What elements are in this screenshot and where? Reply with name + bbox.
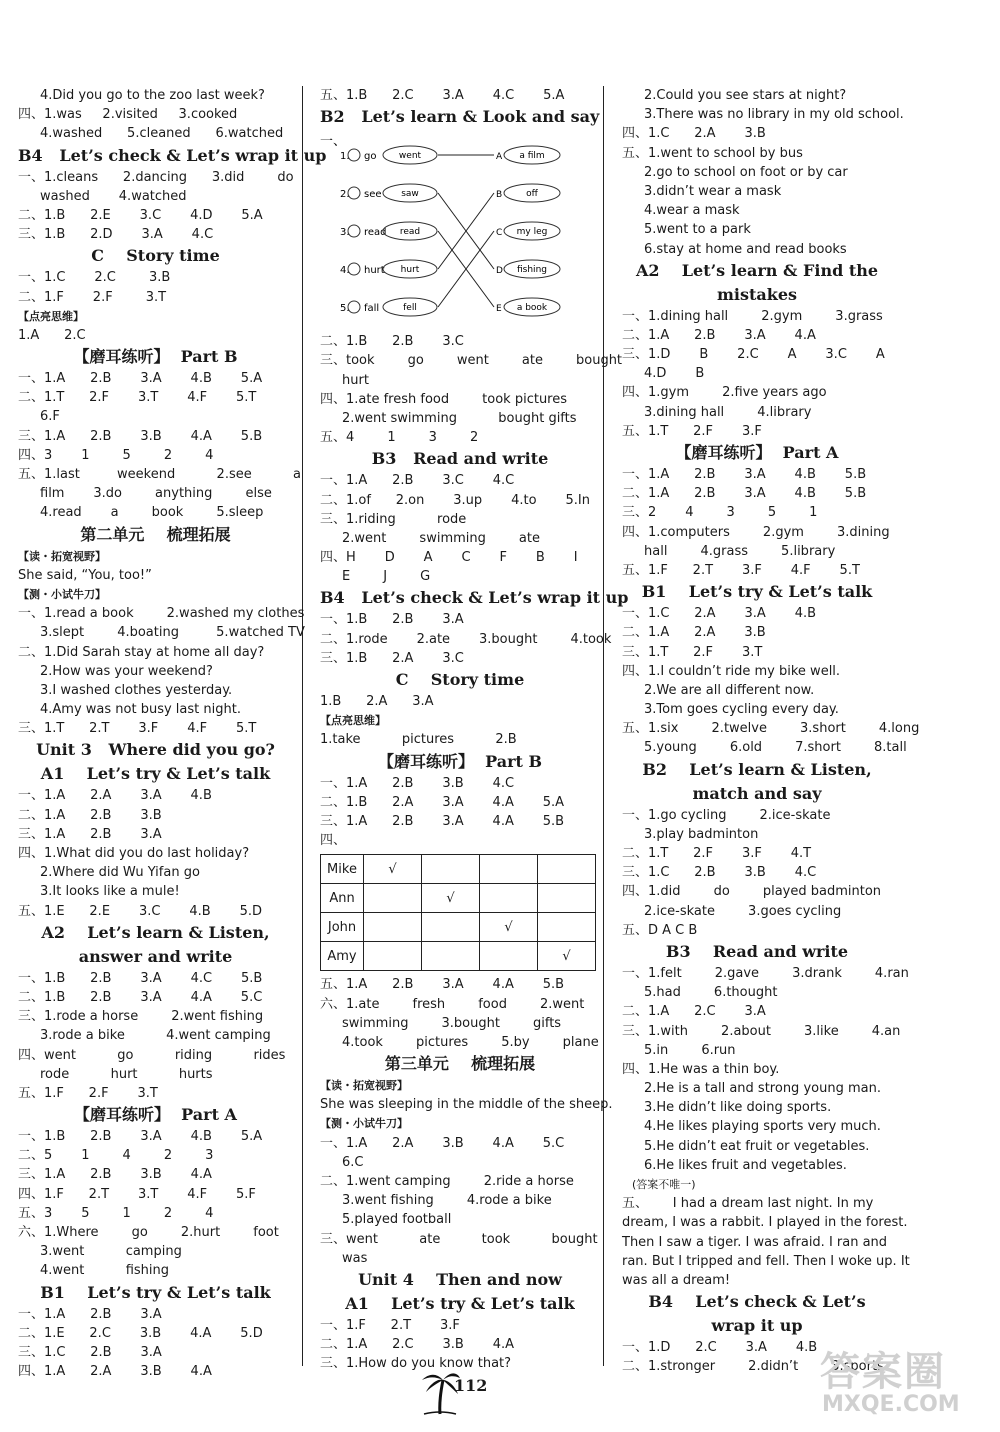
column-left	[18, 86, 327, 1380]
answer-line: 五、1.went to school by bus	[622, 145, 803, 161]
answer-line: 1.A 2.C	[18, 327, 86, 343]
answer-line: Then I saw a tiger. I was afraid. I ran and	[622, 1234, 888, 1250]
answer-line: was all a dream!	[622, 1272, 731, 1288]
question-label: 一、	[320, 134, 347, 150]
section-heading: mistakes	[716, 284, 798, 304]
answer-line: 二、1.of 2.on 3.up 4.to 5.In	[320, 492, 590, 508]
answer-line: 三、1.A 2.B 3.A	[18, 826, 162, 842]
grid-cell: √	[422, 884, 480, 913]
matching-diagram	[320, 131, 600, 326]
answer-line: 6.He likes fruit and vegetables.	[644, 1157, 847, 1173]
answer-line: hall 4.grass 5.library	[644, 543, 836, 559]
column-divider-1	[302, 86, 303, 1366]
answer-line: 二、1.A 2.B 3.B	[18, 807, 162, 823]
answer-line: 2.How was your weekend?	[40, 663, 213, 679]
column-right	[622, 86, 920, 1375]
child-face-icon	[348, 149, 360, 161]
grid-cell	[422, 855, 480, 884]
answer-line: 二、1.A 2.C 3.A	[622, 1004, 766, 1020]
answer-line: 二、1.A 2.A 3.B	[622, 625, 766, 641]
answer-line: 二、1.F 2.F 3.T	[18, 289, 167, 305]
section-heading: wrap it up	[711, 1316, 803, 1336]
answer-line: 4.went fishing	[40, 1263, 169, 1279]
subsection-label: 【测・小试牛刀】	[320, 1117, 408, 1131]
answer-line: 五、1.E 2.E 3.C 4.B 5.D	[18, 903, 263, 919]
answer-line: 三、took go went ate bought	[320, 353, 623, 369]
answer-line: 2.went swimming bought gifts	[342, 410, 577, 426]
section-heading: 第二单元 梳理拓展	[80, 524, 231, 544]
section-heading: B4 Let’s check & Let’s wrap it up	[320, 588, 629, 608]
answer-line: 2.We are all different now.	[644, 682, 815, 698]
answer-line: 四、1.computers 2.gym 3.dining	[622, 524, 890, 540]
column-middle	[320, 86, 629, 1372]
answer-line: 二、1.T 2.F 3.F 4.T	[622, 846, 812, 861]
answer-line: 2.He is a tall and strong young man.	[644, 1081, 881, 1097]
answer-line: 二、1.A 2.C 3.B 4.A	[320, 1337, 515, 1353]
answer-line: 3.Tom goes cycling every day.	[644, 702, 839, 718]
answer-line: 二、1.went camping 2.ride a horse	[320, 1174, 574, 1189]
answer-line: 4.wear a mask	[644, 203, 740, 219]
answer-line: 2.Where did Wu Yifan go	[40, 865, 200, 881]
grid-cell	[538, 913, 596, 942]
answer-line: 6.stay at home and read books	[644, 241, 847, 257]
answer-line: 3.went camping	[40, 1244, 182, 1260]
subsection-label: 【测・小试牛刀】	[18, 587, 106, 601]
answer-line: 三、2 4 3 5 1	[622, 505, 818, 521]
subsection-label: 【点亮思维】	[320, 714, 386, 728]
row-number: 5.	[340, 303, 350, 315]
page-number: 112	[454, 1376, 488, 1395]
verb-word: fall	[364, 303, 380, 315]
answer-line: 四、H D A C F B I	[320, 550, 578, 566]
answer-line: 一、1.dining hall 2.gym 3.grass	[622, 308, 883, 324]
answer-line: 一、1.C 2.C 3.B	[18, 270, 171, 286]
answer-line: 一、1.cleans 2.dancing 3.did do	[18, 169, 294, 185]
answer-line: 5.had 6.thought	[644, 985, 778, 1001]
answer-line: 四、1.C 2.A 3.B	[622, 126, 766, 142]
answer-line: 三、1.C 2.B 3.B 4.C	[622, 865, 817, 881]
object-phrase: fishing	[517, 265, 547, 276]
answer-line: 3.It looks like a mule!	[40, 884, 180, 900]
answer-line: 四、1.was 2.visited 3.cooked	[18, 107, 238, 123]
row-number: 3.	[340, 227, 350, 239]
grid-cell	[538, 855, 596, 884]
section-heading: C Story time	[395, 670, 525, 689]
answer-line: 二、1.T 2.F 3.T 4.F 5.T	[18, 390, 257, 406]
section-heading: B3 Read and write	[371, 449, 549, 469]
answer-line: 一、1.go cycling 2.ice-skate	[622, 807, 831, 823]
grid-cell	[422, 942, 480, 971]
past-tense-word: saw	[401, 189, 419, 200]
answer-line: E J G	[342, 569, 431, 585]
option-letter: C	[496, 228, 503, 239]
answer-line: 四、	[320, 833, 347, 849]
child-face-icon	[348, 263, 360, 275]
option-letter: B	[496, 190, 503, 201]
section-heading: A1 Let’s try & Let’s talk	[40, 764, 271, 784]
answer-note: (答案不唯一)	[632, 1178, 696, 1191]
answer-line: 三、1.riding rode	[320, 511, 467, 527]
answer-line: 一、1.A 2.B 3.A	[18, 1306, 162, 1322]
answer-line: washed 4.watched	[40, 188, 187, 204]
answer-line: 三、1.C 2.B 3.A	[18, 1344, 162, 1360]
answer-line: 5.played football	[342, 1212, 452, 1228]
answer-line: 五、1.six 2.twelve 3.short 4.long	[622, 721, 920, 737]
answer-line: dream, I was a rabbit. I played in the forest.	[622, 1215, 908, 1231]
grid-cell	[480, 942, 538, 971]
answer-line: 5.He didn’t eat fruit or vegetables.	[644, 1138, 870, 1154]
past-tense-word: read	[399, 227, 421, 238]
option-letter: A	[496, 152, 503, 163]
grid-cell	[364, 884, 422, 913]
answer-line: 一、1.felt 2.gave 3.drank 4.ran	[622, 965, 909, 981]
answer-line: 3.I washed clothes yesterday.	[40, 682, 233, 698]
section-heading: A2 Let’s learn & Listen,	[41, 922, 270, 942]
grid-name: Amy	[321, 942, 364, 971]
grid-cell: √	[480, 913, 538, 942]
answer-line: 3.play badminton	[644, 826, 759, 842]
answer-line: 五、 I had a dream last night. In my	[622, 1196, 874, 1212]
answer-line: She was sleeping in the middle of the sheep.	[320, 1097, 613, 1113]
section-heading: Unit 3 Where did you go?	[36, 740, 275, 760]
verb-word: hurt	[364, 265, 385, 277]
answer-line: rode hurt hurts	[40, 1066, 213, 1082]
answer-line: 三、1.A 2.B 3.A 4.A 5.B	[320, 813, 565, 829]
answer-line: 4.washed 5.cleaned 6.watched	[40, 126, 284, 142]
answer-line: 4.He likes playing sports very much.	[644, 1119, 881, 1135]
answer-line: 三、went ate took bought	[320, 1231, 598, 1247]
grid-name: John	[321, 913, 364, 942]
answer-line: 六、1.Where go 2.hurt foot	[18, 1225, 279, 1240]
answer-line: 6.C	[342, 1154, 364, 1170]
answer-line: 五、1.B 2.C 3.A 4.C 5.A	[320, 88, 565, 103]
answer-line: 二、1.rode 2.ate 3.bought 4.took	[320, 631, 612, 647]
answer-line: was	[342, 1250, 368, 1266]
answer-line: 2.Could you see stars at night?	[644, 88, 847, 103]
answer-line: 一、1.C 2.A 3.A 4.B	[622, 606, 817, 622]
section-heading: A2 Let’s learn & Find the	[635, 260, 879, 280]
answer-line: 5.went to a park	[644, 222, 751, 238]
child-face-icon	[348, 225, 360, 237]
answer-line: 五、1.F 2.T 3.F 4.F 5.T	[622, 562, 860, 578]
section-heading: B3 Read and write	[665, 941, 849, 961]
answer-line: ran. But I tripped and fell. Then I woke up. It	[622, 1253, 910, 1269]
row-number: 1.	[340, 151, 350, 163]
answer-line: 二、1.B 2.B 3.A 4.A 5.C	[18, 989, 263, 1005]
answer-line: 三、1.T 2.F 3.T	[622, 644, 763, 660]
answer-line: 一、1.A 2.B 3.B 4.C	[320, 775, 515, 791]
child-face-icon	[348, 187, 360, 199]
answer-line: 三、1.B 2.D 3.A 4.C	[18, 227, 214, 243]
grid-cell: √	[538, 942, 596, 971]
grid-name: Ann	[321, 884, 364, 913]
object-phrase: a film	[519, 151, 545, 162]
answer-line: 二、1.A 2.B 3.A 4.B 5.B	[622, 486, 867, 502]
grid-cell: √	[364, 855, 422, 884]
column-divider-2	[603, 86, 604, 1366]
section-heading: B4 Let’s check & Let’s wrap it up	[18, 145, 327, 165]
answer-line: 一、1.B 2.B 3.A 4.B 5.A	[18, 1129, 263, 1145]
answer-line: 一、1.read a book 2.washed my clothes	[18, 606, 305, 622]
section-heading: B2 Let’s learn & Listen,	[642, 759, 872, 779]
section-heading: B1 Let’s try & Let’s talk	[641, 582, 873, 602]
answer-line: 三、1.rode a horse 2.went fishing	[18, 1009, 264, 1025]
grid-cell	[422, 913, 480, 942]
answer-line: 3.dining hall 4.library	[644, 404, 812, 420]
answer-line: 五、1.F 2.F 3.T	[18, 1085, 158, 1101]
row-number: 2.	[340, 189, 350, 201]
answer-line: 二、1.E 2.C 3.B 4.A 5.D	[18, 1325, 263, 1341]
answer-line: 五、3 5 1 2 4	[18, 1205, 214, 1221]
answer-line: 二、5 1 4 2 3	[18, 1148, 214, 1164]
grid-row	[321, 884, 596, 913]
answer-line: 四、1.A 2.A 3.B 4.A	[18, 1364, 212, 1380]
answer-line: 3.went fishing 4.rode a bike	[342, 1193, 552, 1209]
answer-line: 3.There was no library in my old school.	[644, 107, 904, 123]
answer-line: film 3.do anything else	[40, 486, 272, 502]
answer-line: 五、1.T 2.F 3.F	[622, 423, 762, 439]
option-letter: D	[496, 266, 503, 277]
answer-line: 一、1.A 2.B 3.A 4.B 5.A	[18, 371, 263, 387]
answer-line: 1.take pictures 2.B	[320, 732, 517, 748]
grid-cell	[364, 942, 422, 971]
section-heading: B1 Let’s try & Let’s talk	[40, 1282, 271, 1302]
answer-line: 4.took pictures 5.by plane	[342, 1034, 599, 1050]
answer-line: 一、1.A 2.A 3.B 4.A 5.C	[320, 1135, 565, 1151]
verb-word: go	[364, 151, 377, 163]
grid-row	[321, 855, 596, 884]
check-grid	[320, 854, 596, 971]
object-phrase: my leg	[516, 227, 548, 238]
watermark-logo: 答案圈 MXQE.COM	[820, 1349, 960, 1417]
answer-line: 4.D B	[644, 366, 705, 382]
past-tense-word: went	[398, 151, 422, 162]
grid-cell	[538, 884, 596, 913]
answer-line: 四、1.ate fresh food took pictures	[320, 391, 568, 407]
section-heading: match and say	[692, 783, 822, 803]
answer-line: 4.read a book 5.sleep	[40, 505, 264, 521]
verb-word: see	[364, 189, 382, 201]
answer-line: 四、1.What did you do last holiday?	[18, 846, 250, 861]
answer-line: 四、1.did do played badminton	[622, 884, 882, 900]
section-heading: 【磨耳练听】 Part B	[377, 751, 543, 771]
section-heading: A1 Let’s try & Let’s talk	[345, 1293, 575, 1313]
answer-line: 二、1.Did Sarah stay at home all day?	[18, 644, 265, 660]
answer-line: 三、1.B 2.A 3.C	[320, 650, 464, 666]
subsection-label: 【点亮思维】	[18, 309, 84, 323]
subsection-label: 【读・拓宽视野】	[18, 549, 106, 563]
answer-line: 三、1.How do you know that?	[320, 1356, 512, 1372]
answer-line: 二、1.stronger 2.didn’t 3.sports	[622, 1359, 884, 1375]
section-heading: 第三单元 梳理拓展	[384, 1054, 536, 1074]
answer-line: 四、3 1 5 2 4	[18, 447, 214, 463]
answer-line: 2.went swimming ate	[342, 530, 540, 546]
section-heading: 【磨耳练听】 Part A	[675, 443, 839, 462]
answer-line: 3.rode a bike 4.went camping	[40, 1028, 271, 1044]
answer-line: 3.slept 4.boating 5.watched TV	[40, 625, 305, 641]
section-heading: B2 Let’s learn & Look and say	[320, 107, 600, 127]
section-heading: C Story time	[91, 246, 220, 266]
answer-line: swimming 3.bought gifts	[342, 1015, 562, 1031]
answer-line: 四、1.F 2.T 3.T 4.F 5.F	[18, 1186, 256, 1202]
answer-line: 三、1.A 2.B 3.B 4.A 5.B	[18, 428, 263, 444]
answer-line: 五、1.last weekend 2.see a	[18, 467, 302, 482]
section-heading: Unit 4 Then and now	[358, 1269, 562, 1289]
past-tense-word: fell	[403, 303, 417, 314]
answer-line: 5.young 6.old 7.short 8.tall	[644, 740, 907, 756]
answer-line: 二、1.A 2.B 3.A 4.A	[622, 327, 816, 343]
answer-line: 三、1.with 2.about 3.like 4.an	[622, 1023, 901, 1039]
answer-line: 五、D A C B	[622, 922, 698, 938]
option-letter: E	[496, 304, 502, 315]
section-heading: answer and write	[78, 946, 233, 966]
answer-line: 四、1.I couldn’t ride my bike well.	[622, 663, 841, 679]
answer-line: 一、1.A 2.A 3.A 4.B	[18, 788, 212, 804]
answer-line: 一、1.F 2.T 3.F	[320, 1317, 460, 1333]
grid-cell	[480, 884, 538, 913]
answer-line: 一、1.A 2.B 3.C 4.C	[320, 473, 515, 489]
answer-line: 三、1.D B 2.C A 3.C A	[622, 347, 885, 363]
answer-line: 2.go to school on foot or by car	[644, 164, 848, 180]
answer-line: 一、1.D 2.C 3.A 4.B	[622, 1340, 818, 1356]
subsection-label: 【读・拓宽视野】	[320, 1079, 408, 1093]
answer-line: 1.B 2.A 3.A	[320, 694, 434, 709]
answer-line: 一、1.A 2.B 3.A 4.B 5.B	[622, 467, 867, 482]
matching-lines-svg	[320, 131, 600, 326]
answer-line: 2.ice-skate 3.goes cycling	[644, 903, 842, 919]
answer-line: 五、4 1 3 2	[320, 430, 479, 446]
section-heading: 【磨耳练听】 Part A	[74, 1105, 237, 1125]
grid-cell	[480, 855, 538, 884]
answer-line: 4.Did you go to the zoo last week?	[40, 88, 265, 103]
row-number: 4.	[340, 265, 350, 277]
answer-line: 二、1.B 2.B 3.C	[320, 334, 464, 350]
grid-row	[321, 913, 596, 942]
answer-line: She said, “You, too!”	[18, 567, 152, 583]
section-heading: B4 Let’s check & Let’s	[648, 1292, 866, 1312]
grid-row	[321, 942, 596, 971]
grid-cell	[364, 913, 422, 942]
grid-name: Mike	[321, 855, 364, 884]
answer-line: 三、1.A 2.B 3.B 4.A	[18, 1167, 212, 1183]
answer-line: 四、went go riding rides	[18, 1047, 286, 1063]
answer-line: 三、1.T 2.T 3.F 4.F 5.T	[18, 721, 257, 737]
answer-line: 4.Amy was not busy last night.	[40, 702, 241, 718]
answer-line: 二、1.B 2.A 3.A 4.A 5.A	[320, 794, 565, 810]
answer-line: 二、1.B 2.E 3.C 4.D 5.A	[18, 207, 263, 223]
answer-line: 一、1.B 2.B 3.A 4.C 5.B	[18, 970, 263, 986]
verb-word: read	[364, 227, 387, 239]
answer-line: 六、1.ate fresh food 2.went	[320, 996, 585, 1012]
section-heading: 【磨耳练听】 Part B	[73, 347, 238, 367]
answer-line: 6.F	[40, 409, 60, 425]
object-phrase: off	[526, 189, 538, 200]
child-face-icon	[348, 301, 360, 313]
answer-line: 3.didn’t wear a mask	[644, 183, 782, 199]
answer-line: 一、1.B 2.B 3.A	[320, 612, 464, 628]
past-tense-word: hurt	[400, 265, 420, 276]
answer-line: 5.in 6.run	[644, 1042, 736, 1058]
answer-line: 四、1.He was a thin boy.	[622, 1061, 780, 1077]
page-footer	[420, 1360, 540, 1420]
answer-line: 五、1.A 2.B 3.A 4.A 5.B	[320, 977, 565, 993]
answer-line: 3.He didn’t like doing sports.	[644, 1100, 832, 1116]
object-phrase: a book	[516, 303, 548, 314]
answer-line: hurt	[342, 372, 369, 388]
answer-line: 四、1.gym 2.five years ago	[622, 385, 827, 401]
